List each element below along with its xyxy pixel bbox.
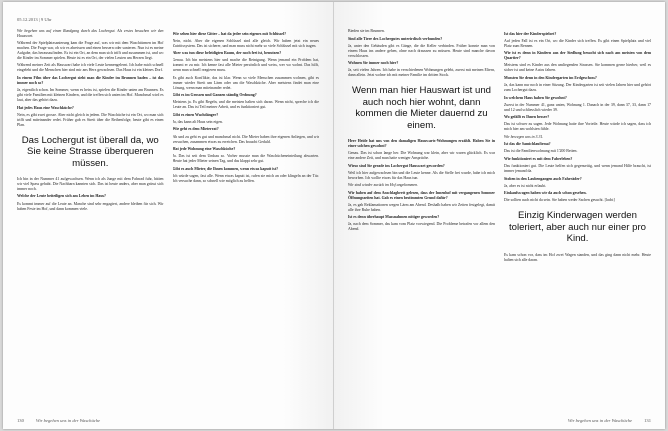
answer-paragraph: Ja, das kann nur noch in einer Sitzung. Der Kindergarten ist seit vielen Jahren hier und gehört zum Lochergut dazu. <box>504 83 651 93</box>
answer-paragraph: Es gibt auch Konflikte, das ist klar. Wenn so viele Menschen zusammen wohnen, gibt es immer wieder Streit um Lärm oder um die Waschküche. Aber meistens findet man eine Lösung, wenn man miteinander redet. <box>172 75 319 90</box>
page-number: 130 <box>17 418 24 423</box>
interview-question: Welche der Leute beiteiligen sich am Leben im Haus? <box>17 194 106 199</box>
interview-question: Ist das hier der Kinderspielort? <box>504 31 557 36</box>
answer-paragraph: Ja, aber es ist nicht erlaubt. <box>504 183 547 188</box>
stage-direction: Wir bewegen uns in 3.31. <box>504 134 544 139</box>
interview-question: Hat jede Wohnung eine Waschküche? <box>172 147 236 152</box>
interview-question: Wieso sind Sie gerade ins Lochergut Hauswart geworden? <box>348 163 445 168</box>
left-folio <box>17 418 100 423</box>
answer-paragraph: Während der Spielplatzsanierung kam die Frage auf, was wir mit dem Waschtürmen im Hof machen. Die Frage war, ob wir es abreissen und einen bessern oder sanieren. Nun ist es meine Aufgabe, das herauszufinden. Es ist ein Ort, an dem man sich trifft und zusammen ist, und wo die Kinder im Sommer spielen. Heute ist es ein Ort, der vielen Leuten am Herzen liegt. <box>17 41 164 61</box>
interview-question: In welchem Haus haben Sie gewohnt? <box>504 95 567 100</box>
answer-paragraph: Auf jeden Fall ist es ein Ort, wo die Kinder sich treffen. Es gibt einen Spielplatz und viel Platz zum Rennen. <box>504 38 651 48</box>
left-page <box>3 2 334 429</box>
answer-paragraph: Die sollten auch nicht da sein. Sie haben weder Sachen gesucht. [lacht] <box>504 198 615 203</box>
right-folio <box>568 418 651 423</box>
interview-question: Wie funktioniert es mit dem Faberleben? <box>504 156 573 161</box>
answer-paragraph: Ja, nach dem Sommer, das kam vom Platz vorwiegend. Die Probleme betrafen vor allem den Abend. <box>348 222 495 232</box>
answer-paragraph: Bieden sie im Brunnen. <box>348 29 385 33</box>
answer-paragraph: Das ist die Familienwohnung mit 1'200 Betten. <box>504 149 578 154</box>
answer-paragraph: Meistens ja. Es gibt Regeln, und die meisten halten sich daran. Wenn nicht, spreche ich die Leute an. Das ist Teil meiner Arbeit, und es funktioniert gut. <box>172 100 319 110</box>
interview-question: Wir haben auf dem Anschlagbrett gelesen, dass der Innenhof mit vergangenen Sommer Öffnungszeiten hat. Gab es einen bestimmten Grund dafür? <box>348 190 495 200</box>
interview-question: Hat jedes Haus eine Waschküche? <box>17 105 74 110</box>
interview-question: Wie ist es denn in Kindern aus der Siedlung besucht sich nach am meisten von dem Quartier? <box>504 51 651 61</box>
answer-paragraph: Genau. Das ist schon lange her. Die Wohnung war klein, aber wir waren glücklich. Es war eine andere Zeit, und man hatte weniger Ansprüche. <box>348 151 495 161</box>
answer-paragraph: Das funktioniert gut. Die Leute helfen sich gegenseitig, und wenn jemand Hilfe braucht, ist immer jemand da. <box>504 164 651 173</box>
interview-question: Gibt es im Grossen und Ganzen ständig Ordnung? <box>172 93 257 98</box>
interview-question: In einem Film über das Lochergut sieht man die Kinder im Brunnen baden – ist das immer noch so? <box>17 75 164 85</box>
interview-question: Wie geht es dem Mieterrat? <box>172 127 219 132</box>
stage-direction: Wir begehen uns auf einen Rundgang durch das Lochergut. Als erstes besuchen wir den Hauswart. <box>17 29 164 38</box>
answer-paragraph: Genau. Ich bin meistens hier und mache die Reinigung. Wenn jemand ein Problem hat, kommt er zu mir. Ich kenne fast alle Mieter persönlich und weiss, wer wo wohnt. Das hilft, wenn man schnell reagieren muss. <box>172 58 319 73</box>
answer-paragraph: Ja, es gab Reklamationen wegen Lärm am Abend. Deshalb haben wir Zeiten festgelegt, damit alle ihre Ruhe haben. <box>348 202 495 212</box>
answer-paragraph: Zuerst in der Nummer 41, ganz unten, Wohnung 1. Danach in der 39, dann 37, 33, dann 17 und 12 und schliesslich wieder 39. <box>504 102 651 112</box>
answer-paragraph: Ja. Das ist seit dem Umbau so. Vorher musste man die Waschücheneinteilung abwarten. Heute hat jeder Mieter seinen Tag, und das klappt sehr gut. <box>172 154 319 164</box>
answer-paragraph: Ich würde sagen, fast alle. Wenn etwas kaputt ist, rufen sie mich an oder klingeln an der Tür. Ich versuche dann, so schnell wie möglich zu helfen. <box>172 174 319 183</box>
interview-question: Wohnen Sie immer noch hier? <box>348 61 399 66</box>
answer-paragraph: Ja, das kann alt Haus sein eigen. <box>172 119 223 124</box>
interview-question: Einkaufswagen haben wir da auch schon gesehen. <box>504 191 587 196</box>
folio-text: Wir begehen uns in der Waschüche <box>35 418 101 423</box>
interview-question: Gibt es einen Wachdänger? <box>172 112 219 117</box>
interview-question: Aber was tun diese beleidigten Raum, der noch frei ist, benutzen? <box>172 51 282 56</box>
interview-question: Herr Heide hat uns von den damaligen Hauswarts-Wohnungen erzählt. Haben Sie in einer solchen gewohnt? <box>348 139 495 148</box>
interview-question: Gibt es auch Mieter, die Ihnen kommen, wenn etwas kaputt ist? <box>172 166 279 171</box>
answer-paragraph: Nein, es gibt zwei grosse. Aber nicht gleich in jedem. Die Waschüche ist ein Ort, wo man sich trifft und miteinander redet. Früher gab es Streit über die Reihenfolge, heute gibt es einen Plan. <box>17 112 164 127</box>
interview-question: Mussten Sie denn in den Kindergarten im Erdgeschoss? <box>504 75 597 80</box>
left-page-column-1 <box>17 29 164 421</box>
answer-paragraph: Weil ich hier aufgewachsen bin und die Leute kenne. Als die Stelle frei wurde, habe ich mich beworben. Ich wollte etwas für das Haus tun. <box>348 170 495 180</box>
pull-quote: Das Lochergut ist überall da, wo Sie keine Strasse überqueren müssen. <box>21 134 159 169</box>
answer-paragraph: Ja, unter den Gebäuden gibt es Gänge, die die Keller verbinden. Früher konnte man von einem Haus ins andere gehen, ohne nach draussen zu müssen. Heute sind manche davon verschlossen. <box>348 43 495 58</box>
interview-question: Wir sehen hier diese Gitter – hat da jeder sein eigenes mit Schlüssel? <box>172 31 287 36</box>
interview-question: Stoben in den Laubengangen auch Fahrräder? <box>504 176 582 181</box>
left-page-column-2 <box>173 29 320 421</box>
answer-paragraph: Meistens sind es Kinder aus den umliegenden Strassen. Sie kommen gerne hierher, weil es sicher ist und keine Autos fahren. <box>504 63 651 73</box>
interview-question: Ist es denn überhaupt Massnahmen nötiger geworden? <box>348 215 440 220</box>
interview-question: Wo gefällt es Ihnen besser? <box>504 115 550 120</box>
page-number: 131 <box>644 418 651 423</box>
answer-paragraph: Ich bin in der Nummer 41 aufgewachsen. Wenn ich als Junge mit dem Fahrrad fuhr, hätten wir viel Spass gehabt. Die Nachbarn kannten sich. Das ist heute anders, aber man grüsst sich immer noch. <box>17 176 164 191</box>
answer-paragraph: Das ist schwer zu sagen. Jede Wohnung hatte ihre Vorteile. Heute würde ich sagen, dass ich mich hier am wohlsten fühle. <box>504 122 651 132</box>
page-header: 05.12.2013 | 9 Uhr <box>17 17 52 22</box>
stage-direction: Wir sind wieder zurück im Hof angekommen. <box>348 183 419 188</box>
answer-paragraph: Ab und zu geht es gut und manchmal nicht. Die Mieter haben ihre eigenen Anliegen, und wir versuchen, zusammen etwas zu erreichen. Das braucht Geduld. <box>172 134 319 144</box>
book-spread <box>3 2 665 429</box>
answer-paragraph: Nein, nicht. Aber die eigenen Schlüssel sind alle gleich. Wir haben jetzt ein neues Zutrittssystem. Das ist sicherer, und man muss nicht mehr so viele Schlüssel mit sich tragen. <box>172 38 319 48</box>
answer-paragraph: Ja, eigentlich schon. Im Sommer, wenn es heiss ist, spielen die Kinder unten am Brunnen. Es gibt viele Familien mit kleinen Kindern, und die treffen sich unten im Hof. Manchmal wird es laut, aber das gehört dazu. <box>17 88 164 103</box>
interview-question: Ist das die Samichlaufirma? <box>504 142 551 147</box>
folio-text: Wir begehen uns in der Waschüche <box>567 418 633 423</box>
right-page-column-1 <box>348 29 495 421</box>
answer-paragraph: Während meiner Zeit als Hauswart habe ich viele Leute kennengelernt. Ich habe mich schnell eingelebt und die Menschen hier sind mir ans Herz gewachsen. Das Haus ist ein kleines Dorf. <box>17 63 164 73</box>
pull-quote: Wenn man hier Hauswart ist und auch noch hier wohnt, dann kommen die Mieter dauernd zu einem. <box>352 85 491 131</box>
pull-quote: Einzig Kinderwagen werden toleriert, aber auch nur einer pro Kind. <box>508 210 647 245</box>
interview-question: Sind alle Tiere des Lochergutes unterirdisch verbunden? <box>348 36 443 41</box>
answer-paragraph: Es kommt immer auf die Leute an. Manche sind sehr engagiert, andere bleiben für sich. Wir haben Feste im Hof, und dann kommen viele. <box>17 201 164 211</box>
right-page <box>334 2 665 429</box>
answer-paragraph: Ja, seit vielen Jahren. Ich habe in verschiedenen Wohnungen gelebt, zuerst mit meinen Eltern, dann allein. Jetzt wohne ich mit meiner Familie im dritten Stock. <box>348 68 495 78</box>
answer-paragraph: Es kam schon vor, dass im Hof zwei Wagen standen, und das ging dann nicht mehr. Heute halten sich alle daran. <box>504 252 651 262</box>
right-page-column-2 <box>504 29 651 421</box>
